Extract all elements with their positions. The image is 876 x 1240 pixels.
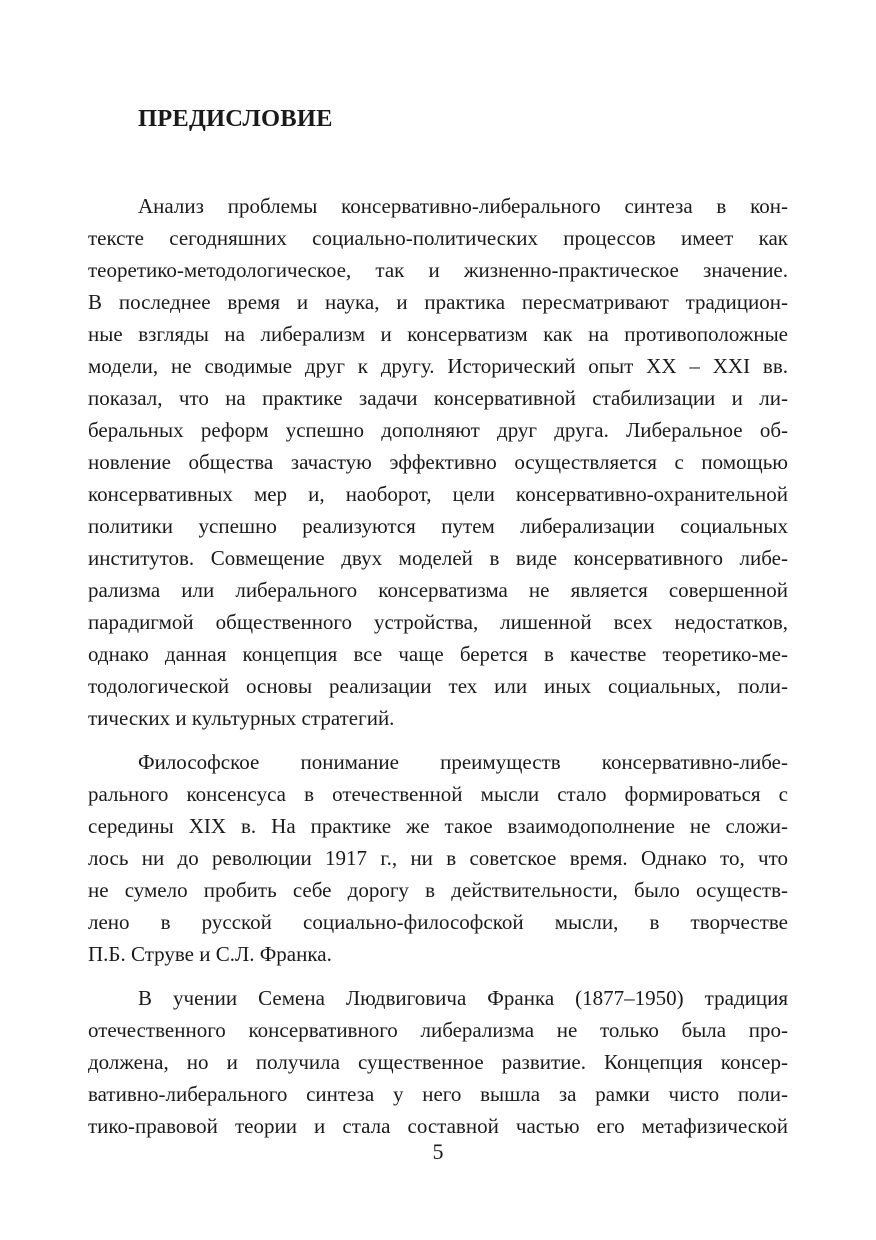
book-page [88, 0, 788, 1240]
text-line: ные взгляды на либерализм и консерватизм как на противоположные [88, 322, 788, 346]
body-text [88, 190, 788, 1154]
text-line: тодологической основы реализации тех или иных социальных, поли- [88, 674, 788, 698]
text-line: тических и культурных стратегий. [88, 706, 395, 730]
text-line: консервативных мер и, наоборот, цели консервативно-охранительной [88, 482, 788, 506]
text-line: модели, не сводимые друг к другу. Исторический опыт XX – XXI вв. [88, 354, 788, 378]
text-line: рального консенсуса в отечественной мысли стало формироваться с [88, 782, 788, 806]
text-line: новление общества зачастую эффективно осуществляется с помощью [88, 450, 788, 474]
text-line: институтов. Совмещение двух моделей в виде консервативного либе- [88, 546, 788, 570]
text-line: должена, но и получила существенное развитие. Концепция консер- [88, 1050, 788, 1074]
text-line: П.Б. Струве и С.Л. Франка. [88, 942, 332, 966]
text-line: теоретико-методологическое, так и жизненно-практическое значение. [88, 258, 788, 282]
text-line: В учении Семена Людвиговича Франка (1877–1950) традиция [138, 986, 788, 1010]
paragraph [88, 982, 788, 1142]
text-line: рализма или либерального консерватизма не является совершенной [88, 578, 788, 602]
page-number: 5 [432, 1139, 444, 1164]
paragraph [88, 190, 788, 734]
text-line: беральных реформ успешно дополняют друг друга. Либеральное об- [88, 418, 788, 442]
text-line: однако данная концепция все чаще берется в качестве теоретико-ме- [88, 642, 788, 666]
text-line: тексте сегодняшних социально-политических процессов имеет как [88, 226, 788, 250]
text-line: вативно-либерального синтеза у него вышла за рамки чисто поли- [88, 1082, 788, 1106]
text-line: отечественного консервативного либерализма не только была про- [88, 1018, 788, 1042]
text-line: парадигмой общественного устройства, лишенной всех недостатков, [88, 610, 788, 634]
text-line: В последнее время и наука, и практика пересматривают традицион- [88, 290, 788, 314]
text-line: показал, что на практике задачи консервативной стабилизации и ли- [88, 386, 788, 410]
text-line: тико-правовой теории и стала составной частью его метафизической [88, 1114, 788, 1138]
text-line: Философское понимание преимуществ консервативно-либе- [138, 750, 788, 774]
text-line: лено в русской социально-философской мысли, в творчестве [88, 910, 788, 934]
paragraph [88, 746, 788, 970]
text-line: середины XIX в. На практике же такое взаимодополнение не сложи- [88, 814, 788, 838]
text-line: не сумело пробить себе дорогу в действительности, было осуществ- [88, 878, 788, 902]
page-heading: ПРЕДИСЛОВИЕ [138, 105, 333, 132]
text-line: политики успешно реализуются путем либерализации социальных [88, 514, 788, 538]
text-line: Анализ проблемы консервативно-либерального синтеза в кон- [138, 194, 788, 218]
text-line: лось ни до революции 1917 г., ни в советское время. Однако то, что [88, 846, 788, 870]
